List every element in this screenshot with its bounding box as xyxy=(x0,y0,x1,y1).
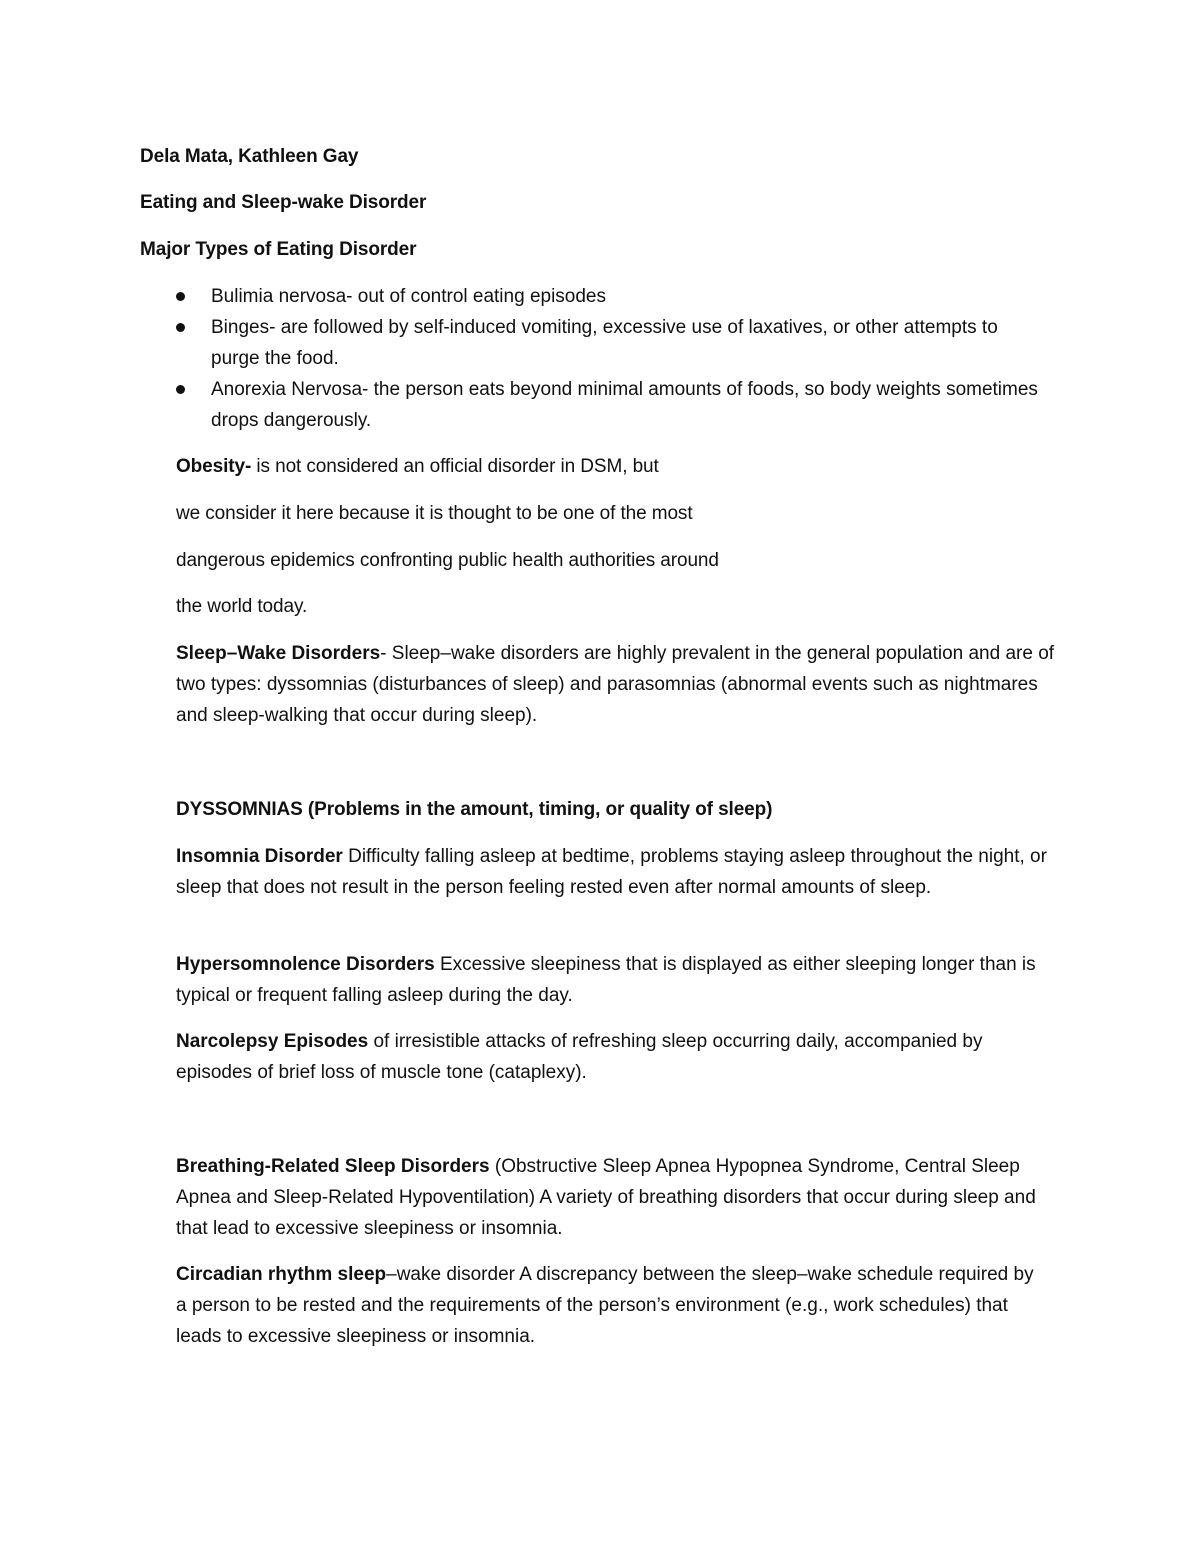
author-name: Dela Mata, Kathleen Gay xyxy=(140,146,359,167)
definition-paragraph xyxy=(176,1151,1056,1244)
definition-text: of irresistible attacks of refreshing sleep occurring daily, accompanied by episodes of brief loss of muscle tone (cataplexy). xyxy=(176,1031,983,1083)
definition-term: Circadian rhythm sleep xyxy=(176,1264,387,1285)
obesity-line-1 xyxy=(176,451,659,482)
definition-paragraph xyxy=(176,841,1056,903)
definition-text: (Obstructive Sleep Apnea Hypopnea Syndrome, Central Sleep Apnea and Sleep-Related Hypoventilation) A variety of breathing disorders that occur during sleep and that lead to excessive sleepiness or insomnia. xyxy=(176,1156,1036,1239)
bullet-icon xyxy=(176,323,185,332)
definition-paragraph xyxy=(176,1026,1056,1088)
list-item-text: Bulimia nervosa- out of control eating episodes xyxy=(211,286,607,307)
bullet-icon xyxy=(176,385,185,394)
definition-text: –wake disorder A discrepancy between the sleep–wake schedule required by a person to be rested and the requirements of the person’s environment (e.g., work schedules) that leads to excessive sleepiness or insomnia. xyxy=(176,1264,1034,1347)
list-item-text: Binges- are followed by self-induced vomiting, excessive use of laxatives, or other attempts to purge the food. xyxy=(211,317,998,369)
obesity-term: Obesity- xyxy=(176,456,252,477)
definition-paragraph xyxy=(176,949,1061,1011)
obesity-line-2: we consider it here because it is thought to be one of the most xyxy=(176,503,693,524)
document-title: Eating and Sleep-wake Disorder xyxy=(140,192,427,213)
section-heading-eating: Major Types of Eating Disorder xyxy=(140,239,417,260)
obesity-line-4: the world today. xyxy=(176,596,308,617)
sleep-wake-text: - Sleep–wake disorders are highly prevalent in the general population and are of two types: dyssomnias (disturbances of sleep) and parasomnias (abnormal events such as nightmares and sleep-walking that occur during sleep). xyxy=(176,643,1055,726)
list-item-text: Anorexia Nervosa- the person eats beyond minimal amounts of foods, so body weights sometimes drops dangerously. xyxy=(211,379,1038,431)
definition-paragraph xyxy=(176,1259,1046,1352)
sleep-wake-term: Sleep–Wake Disorders xyxy=(176,643,381,664)
dyssomnias-heading: DYSSOMNIAS (Problems in the amount, timing, or quality of sleep) xyxy=(176,799,773,820)
list-item xyxy=(140,374,1060,436)
obesity-line-3: dangerous epidemics confronting public health authorities around xyxy=(176,550,719,571)
list-item xyxy=(140,281,1060,312)
bullet-icon xyxy=(176,292,185,301)
definition-term: Breathing-Related Sleep Disorders xyxy=(176,1156,490,1177)
definition-text: Excessive sleepiness that is displayed as either sleeping longer than is typical or frequent falling asleep during the day. xyxy=(176,954,1036,1006)
definition-text: Difficulty falling asleep at bedtime, problems staying asleep throughout the night, or sleep that does not result in the person feeling rested even after normal amounts of sleep. xyxy=(176,846,1047,898)
definition-term: Hypersomnolence Disorders xyxy=(176,954,435,975)
sleep-wake-paragraph xyxy=(176,638,1066,731)
list-item xyxy=(140,312,1060,374)
definition-term: Narcolepsy Episodes xyxy=(176,1031,369,1052)
obesity-text: is not considered an official disorder in DSM, but xyxy=(251,456,659,477)
definition-term: Insomnia Disorder xyxy=(176,846,343,867)
